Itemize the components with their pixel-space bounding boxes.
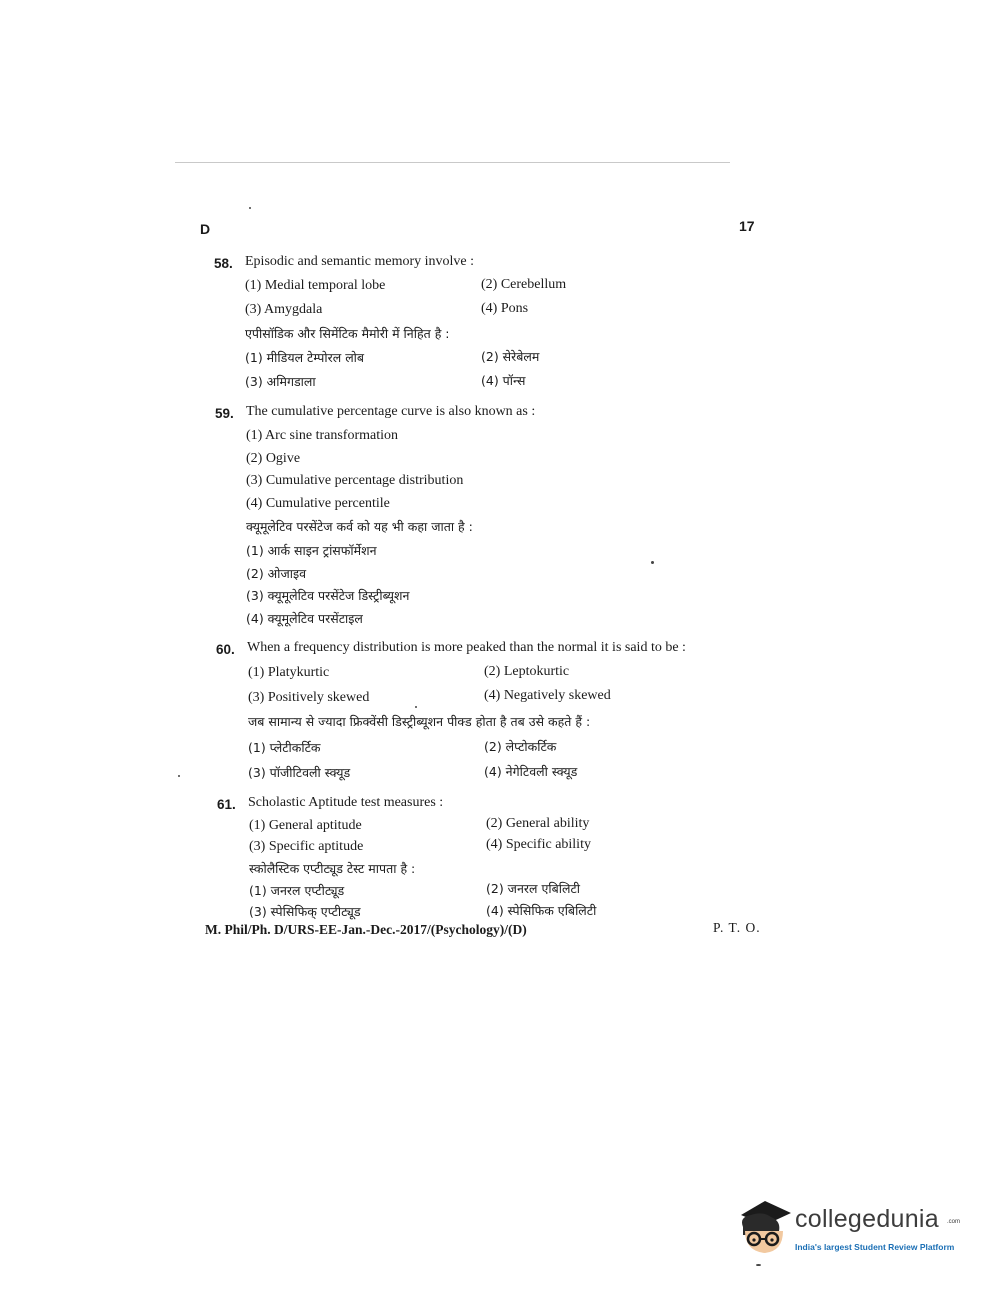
option: (1) Medial temporal lobe <box>245 278 386 293</box>
option-hindi: (4) क्यूमूलेटिव परसेंटाइल <box>246 611 363 626</box>
pto-label: P. T. O. <box>713 920 761 935</box>
scan-speck <box>178 775 180 777</box>
option: (3) Positively skewed <box>248 690 370 705</box>
option-hindi: (2) लेप्टोकर्टिक <box>484 739 557 754</box>
option: (4) Negatively skewed <box>484 688 611 703</box>
option: (3) Amygdala <box>245 302 323 317</box>
question-number: 59. <box>215 406 234 421</box>
option-hindi: (1) मीडियल टेम्पोरल लोब <box>245 350 365 365</box>
option-hindi: (1) आर्क साइन ट्रांसफॉर्मेशन <box>246 543 377 558</box>
option-hindi: (3) स्पेसिफिक् एप्टीट्यूड <box>249 904 361 919</box>
question-text: When a frequency distribution is more peaked than the normal it is said to be : <box>247 640 686 655</box>
option: (4) Specific ability <box>486 837 591 852</box>
option-hindi: (4) स्पेसिफिक एबिलिटी <box>486 903 597 918</box>
option: (4) Cumulative percentile <box>246 496 390 511</box>
option-hindi: (2) सेरेबेलम <box>481 349 540 364</box>
option: (2) Ogive <box>246 451 301 466</box>
scan-speck <box>249 207 251 209</box>
question-text-hindi: एपीसॉडिक और सिमेंटिक मैमोरी में निहित है : <box>245 326 450 341</box>
brand-suffix: .com <box>947 1219 961 1225</box>
option-hindi: (1) प्लेटीकर्टिक <box>248 740 321 755</box>
option-hindi: (3) क्यूमूलेटिव परसेंटेज डिस्ट्रीब्यूशन <box>246 588 410 603</box>
question-text-hindi: जब सामान्य से ज्यादा फ्रिक्वेंसी डिस्ट्रीब्यूशन पीक्ड होता है तब उसे कहते हैं : <box>248 714 591 729</box>
question-number: 60. <box>216 642 235 657</box>
option: (1) Platykurtic <box>248 665 330 680</box>
brand-name: collegedunia <box>795 1205 939 1233</box>
page-number: 17 <box>739 218 755 234</box>
scan-speck <box>415 706 417 708</box>
option: (2) Cerebellum <box>481 277 567 292</box>
option: (2) General ability <box>486 816 590 831</box>
question-text: Scholastic Aptitude test measures : <box>248 795 444 810</box>
question-number: 58. <box>214 256 233 271</box>
question-text: Episodic and semantic memory involve : <box>245 254 475 269</box>
option: (3) Cumulative percentage distribution <box>246 473 464 488</box>
collegedunia-logo <box>735 1195 965 1270</box>
option-hindi: (1) जनरल एप्टीट्यूड <box>249 883 345 898</box>
paper-code: M. Phil/Ph. D/URS-EE-Jan.-Dec.-2017/(Psychology)/(D) <box>205 922 527 937</box>
top-divider <box>175 162 730 163</box>
option-hindi: (2) जनरल एबिलिटी <box>486 881 580 896</box>
set-code: D <box>200 221 211 237</box>
question-text-hindi: क्यूमूलेटिव परसेंटेज कर्व को यह भी कहा जाता है : <box>246 519 473 534</box>
brand-tagline: India's largest Student Review Platform <box>795 1242 955 1252</box>
option-hindi: (2) ओजाइव <box>246 566 307 581</box>
student-mascot-icon <box>735 1197 793 1259</box>
question-number: 61. <box>217 797 236 812</box>
option: (1) Arc sine transformation <box>246 428 399 443</box>
option: (4) Pons <box>481 301 529 316</box>
option-hindi: (3) पॉजीटिवली स्क्यूड <box>248 765 351 780</box>
option-hindi: (3) अमिगडाला <box>245 374 316 389</box>
question-text-hindi: स्कोलैस्टिक एप्टीट्यूड टेस्ट मापता है : <box>249 861 416 876</box>
option: (1) General aptitude <box>249 818 362 833</box>
option-hindi: (4) नेगेटिवली स्क्यूड <box>484 764 578 779</box>
option-hindi: (4) पॉन्स <box>481 373 526 388</box>
option: (2) Leptokurtic <box>484 664 570 679</box>
scan-speck <box>651 561 654 564</box>
option: (3) Specific aptitude <box>249 839 364 854</box>
question-text: The cumulative percentage curve is also known as : <box>246 404 536 419</box>
